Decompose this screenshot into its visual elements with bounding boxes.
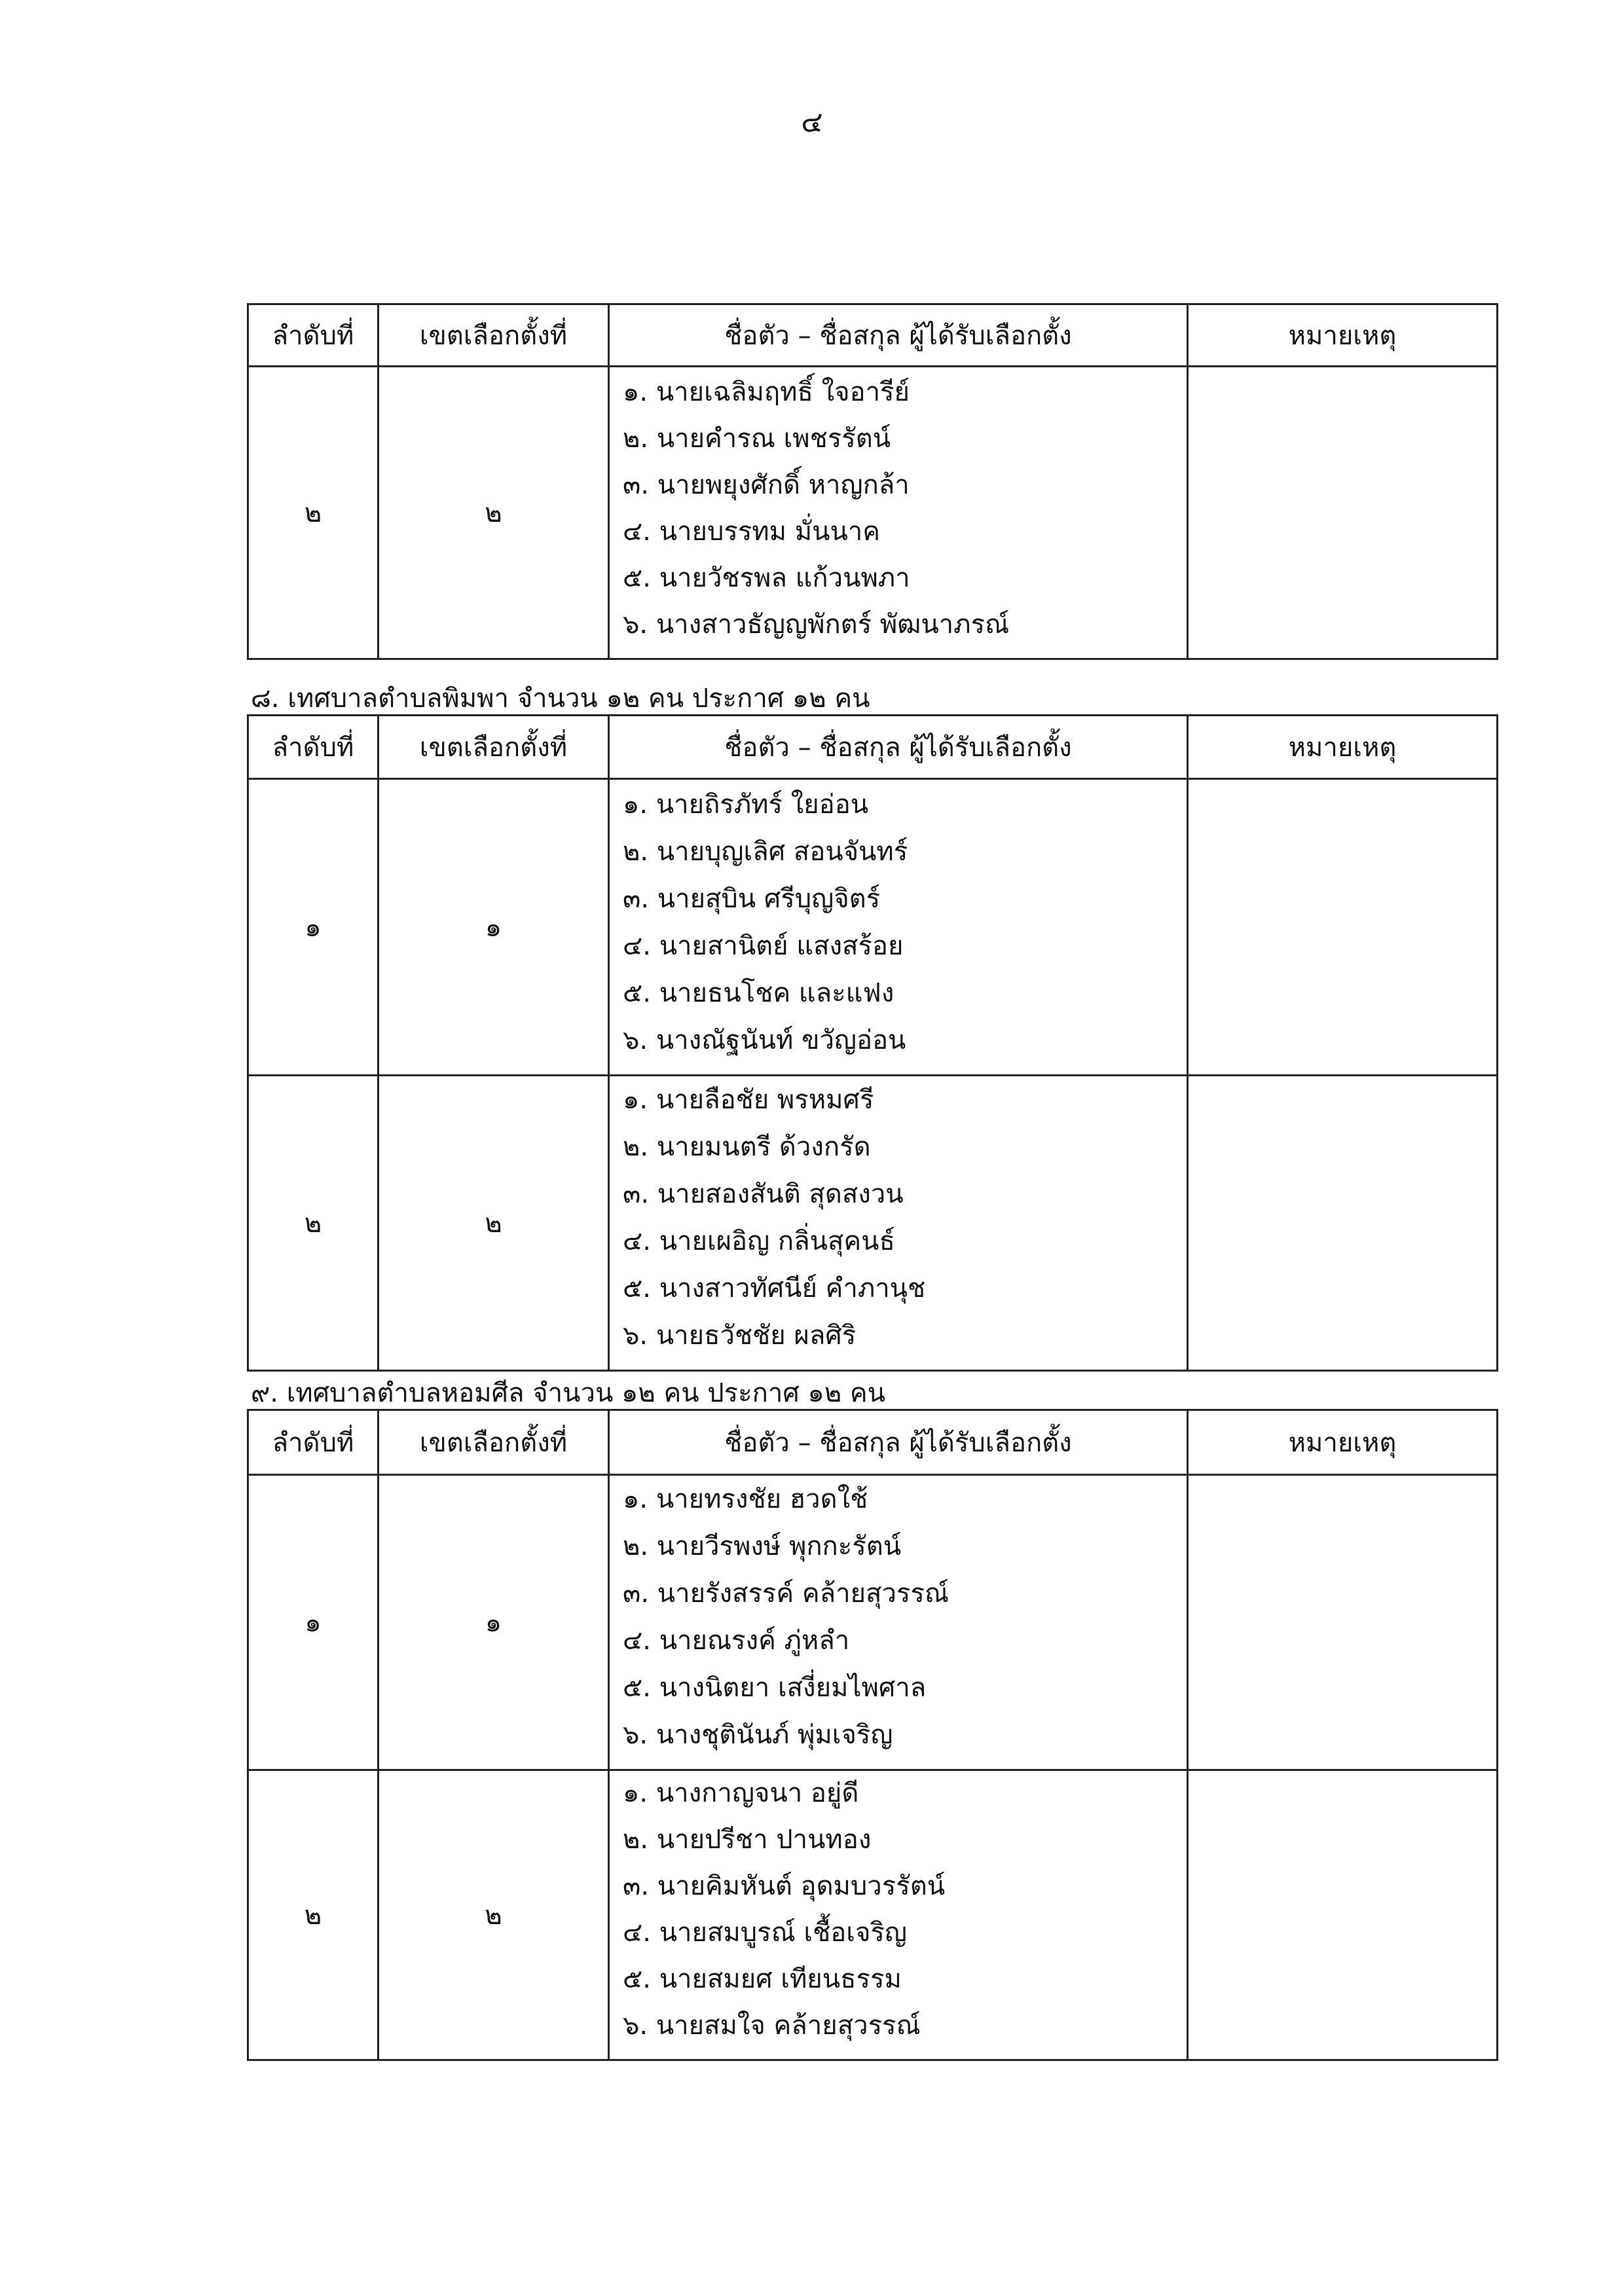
remark-cell [1188, 1770, 1498, 2060]
name-line: ๒. นายวีรพงษ์ พุกกะรัตน์ [623, 1531, 902, 1561]
name-line: ๓. นายสุบิน ศรีบุญจิตร์ [623, 884, 881, 914]
header-order: ลำดับที่ [248, 1410, 378, 1475]
section-heading: ๙. เทศบาลตำบลหอมศีล จำนวน ๑๒ คน ประกาศ ๑๒ คน [251, 1378, 886, 1408]
name-line: ๑. นายทรงชัย ฮวดใช้ [623, 1484, 868, 1514]
district-cell: ๑ [378, 779, 609, 1076]
district-cell: ๒ [378, 1770, 609, 2060]
order-cell: ๒ [248, 1076, 378, 1371]
remark-cell [1188, 779, 1498, 1076]
name-line: ๑. นางกาญจนา อยู่ดี [623, 1778, 859, 1808]
header-remark: หมายเหตุ [1188, 304, 1498, 367]
name-line: ๓. นายรังสรรค์ คล้ายสุวรรณ์ [623, 1578, 950, 1609]
name-line: ๔. นายบรรทม มั่นนาค [623, 517, 881, 547]
remark-cell [1188, 1076, 1498, 1371]
names-cell [609, 1770, 1188, 2060]
header-remark: หมายเหตุ [1188, 716, 1498, 779]
table-row [248, 367, 1498, 659]
section-heading: ๘. เทศบาลตำบลพิมพา จำนวน ๑๒ คน ประกาศ ๑๒ คน [251, 683, 870, 714]
results-table [247, 1409, 1498, 2061]
page-number: ๔ [801, 105, 823, 139]
header-remark: หมายเหตุ [1188, 1410, 1498, 1475]
table-row [248, 1475, 1498, 1770]
header-name: ชื่อตัว – ชื่อสกุล ผู้ได้รับเลือกตั้ง [609, 1410, 1188, 1475]
district-cell: ๒ [378, 1076, 609, 1371]
header-order: ลำดับที่ [248, 716, 378, 779]
table-row [248, 1770, 1498, 2060]
header-district: เขตเลือกตั้งที่ [378, 1410, 609, 1475]
order-cell: ๑ [248, 1475, 378, 1770]
names-cell [609, 367, 1188, 659]
name-line: ๑. นายเฉลิมฤทธิ์ ใจอารีย์ [623, 377, 910, 407]
name-line: ๔. นายเผอิญ กลิ่นสุคนธ์ [623, 1226, 895, 1256]
name-line: ๕. นายสมยศ เทียนธรรม [623, 1964, 902, 1994]
name-line: ๑. นายถิรภัทร์ ใยอ่อน [623, 790, 869, 820]
name-line: ๑. นายลือชัย พรหมศรี [623, 1085, 874, 1115]
results-table [247, 714, 1498, 1372]
name-line: ๒. นายมนตรี ด้วงกรัด [623, 1132, 871, 1162]
name-line: ๕. นายวัชรพล แก้วนพภา [623, 563, 910, 593]
name-line: ๒. นายบุญเลิศ สอนจันทร์ [623, 837, 908, 867]
continued-results-table [247, 303, 1498, 660]
name-line: ๖. นางชุตินันภ์ พุ่มเจริญ [623, 1720, 893, 1750]
order-cell: ๒ [248, 367, 378, 659]
names-cell [609, 1475, 1188, 1770]
district-cell: ๑ [378, 1475, 609, 1770]
name-line: ๓. นายพยุงศักดิ์ หาญกล้า [623, 470, 910, 500]
name-line: ๓. นายสองสันติ สุดสงวน [623, 1179, 904, 1209]
name-line: ๓. นายคิมหันต์ อุดมบวรรัตน์ [623, 1871, 946, 1901]
header-district: เขตเลือกตั้งที่ [378, 716, 609, 779]
name-line: ๔. นายณรงค์ ภู่หลำ [623, 1626, 850, 1656]
header-name: ชื่อตัว – ชื่อสกุล ผู้ได้รับเลือกตั้ง [609, 304, 1188, 367]
name-line: ๒. นายคำรณ เพชรรัตน์ [623, 424, 891, 454]
name-line: ๒. นายปรีชา ปานทอง [623, 1825, 872, 1855]
order-cell: ๒ [248, 1770, 378, 2060]
name-line: ๖. นายสมใจ คล้ายสุวรรณ์ [623, 2011, 921, 2041]
names-cell [609, 779, 1188, 1076]
name-line: ๕. นางนิตยา เสงี่ยมไพศาล [623, 1673, 927, 1703]
table-row [248, 779, 1498, 1076]
names-cell [609, 1076, 1188, 1371]
name-line: ๔. นายสานิตย์ แสงสร้อย [623, 931, 904, 961]
remark-cell [1188, 367, 1498, 659]
district-cell: ๒ [378, 367, 609, 659]
name-line: ๔. นายสมบูรณ์ เชื้อเจริญ [623, 1918, 907, 1948]
header-order: ลำดับที่ [248, 304, 378, 367]
name-line: ๕. นางสาวทัศนีย์ คำภานุช [623, 1273, 926, 1303]
name-line: ๖. นางสาวธัญญพักตร์ พัฒนาภรณ์ [623, 610, 1010, 640]
name-line: ๖. นายธวัชชัย ผลศิริ [623, 1321, 857, 1351]
header-name: ชื่อตัว – ชื่อสกุล ผู้ได้รับเลือกตั้ง [609, 716, 1188, 779]
table-row [248, 1076, 1498, 1371]
name-line: ๖. นางณัฐนันท์ ขวัญอ่อน [623, 1025, 906, 1055]
remark-cell [1188, 1475, 1498, 1770]
header-district: เขตเลือกตั้งที่ [378, 304, 609, 367]
order-cell: ๑ [248, 779, 378, 1076]
name-line: ๕. นายธนโชค และแฟง [623, 978, 895, 1008]
